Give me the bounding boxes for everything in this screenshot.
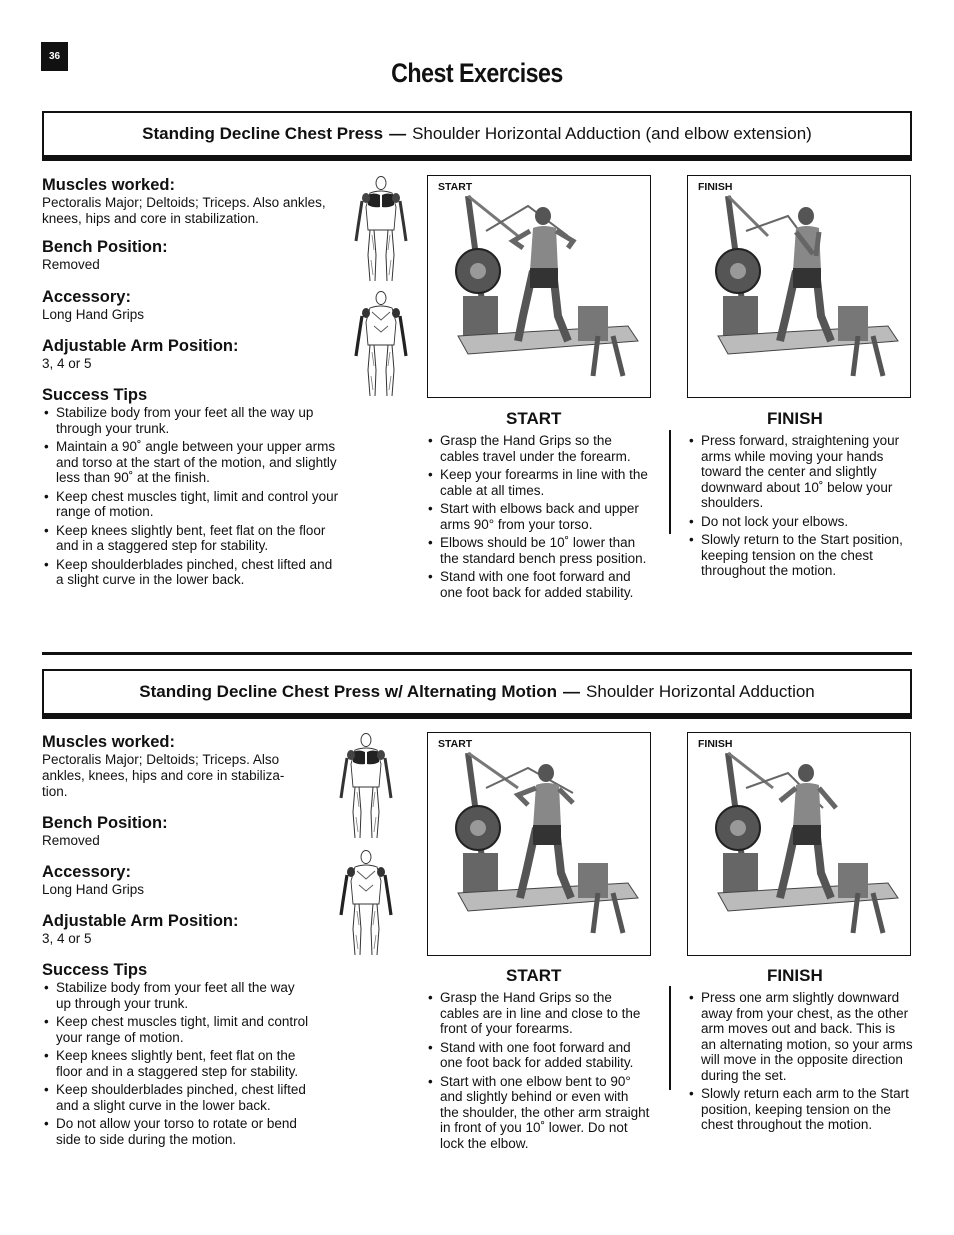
bench-heading: Bench Position: bbox=[42, 814, 168, 832]
banner-dash: — bbox=[389, 124, 407, 143]
exercise-banner-1 bbox=[42, 111, 912, 157]
start-photo-tag: START bbox=[438, 181, 473, 193]
exercise-details-2 bbox=[42, 733, 342, 1150]
anatomy-front-figure bbox=[337, 732, 395, 844]
exercise-title: Standing Decline Chest Press w/ Alternating Motion bbox=[139, 682, 558, 701]
list-item: • Stand with one foot forward and one foot back for added stability. bbox=[426, 1040, 650, 1071]
start-instructions bbox=[426, 433, 654, 603]
list-item: • Start with one elbow bent to 90° and slightly behind or even with the shoulder, the other arm straight in front of you 10˚ lower. Do not lock the elbow. bbox=[426, 1074, 650, 1152]
muscles-text: Pectoralis Major; Deltoids; Triceps. Also ankles, knees, hips and core in stabilization. bbox=[42, 195, 326, 226]
bench-heading: Bench Position: bbox=[42, 238, 168, 256]
exercise-machine-illustration bbox=[688, 176, 911, 398]
list-item: • Keep knees slightly bent, feet flat on the floor and in a staggered step for stability. bbox=[42, 1048, 312, 1079]
list-item: • Do not lock your elbows. bbox=[687, 514, 913, 530]
accessory-heading: Accessory: bbox=[42, 288, 131, 306]
finish-photo-tag: FINISH bbox=[698, 181, 733, 193]
column-divider bbox=[669, 986, 671, 1090]
list-item: • Grasp the Hand Grips so the cables travel under the forearm. bbox=[426, 433, 654, 464]
success-tips-heading: Success Tips bbox=[42, 386, 148, 404]
list-item: • Slowly return each arm to the Start position, keeping tension on the chest throughout the motion. bbox=[687, 1086, 913, 1133]
accessory-text: Long Hand Grips bbox=[42, 307, 145, 322]
exercise-subtitle: Shoulder Horizontal Adduction (and elbow extension) bbox=[412, 124, 812, 143]
exercise-machine-illustration bbox=[688, 733, 911, 956]
anatomy-back-figure bbox=[352, 290, 410, 402]
list-item: • Keep chest muscles tight, limit and control your range of motion. bbox=[42, 489, 342, 520]
success-tips-list bbox=[42, 405, 342, 588]
list-item: • Keep shoulderblades pinched, chest lifted and a slight curve in the lower back. bbox=[42, 557, 342, 588]
list-item: • Keep shoulderblades pinched, chest lifted and a slight curve in the lower back. bbox=[42, 1082, 312, 1113]
bench-text: Removed bbox=[42, 833, 100, 848]
muscles-text: Pectoralis Major; Deltoids; Triceps. Also ankles, knees, hips and core in stabiliza-tion. bbox=[42, 752, 285, 799]
finish-photo bbox=[687, 732, 911, 956]
bench-text: Removed bbox=[42, 257, 100, 272]
accessory-text: Long Hand Grips bbox=[42, 882, 145, 897]
list-item: • Press one arm slightly downward away from your chest, as the other arm moves out and back. This is an alternating motion, so your arms will move in the opposite direction during the set. bbox=[687, 990, 913, 1083]
page-number: 36 bbox=[41, 42, 68, 71]
list-item: • Keep knees slightly bent, feet flat on the floor and in a staggered step for stability. bbox=[42, 523, 342, 554]
accessory-heading: Accessory: bbox=[42, 863, 131, 881]
list-item: • Do not allow your torso to rotate or bend side to side during the motion. bbox=[42, 1116, 312, 1147]
exercise-details-1 bbox=[42, 176, 342, 591]
arm-position-heading: Adjustable Arm Position: bbox=[42, 337, 239, 355]
exercise-title: Standing Decline Chest Press bbox=[142, 124, 384, 143]
list-item: • Start with elbows back and upper arms 90° from your torso. bbox=[426, 501, 654, 532]
finish-photo bbox=[687, 175, 911, 398]
list-item: • Keep your forearms in line with the cable at all times. bbox=[426, 467, 654, 498]
list-item: • Grasp the Hand Grips so the cables are in line and close to the front of your forearms. bbox=[426, 990, 650, 1037]
start-photo bbox=[427, 175, 651, 398]
finish-instructions bbox=[687, 990, 913, 1136]
exercise-machine-illustration bbox=[428, 733, 651, 956]
start-photo-tag: START bbox=[438, 738, 473, 750]
arm-position-text: 3, 4 or 5 bbox=[42, 356, 92, 371]
list-item: • Keep chest muscles tight, limit and control your range of motion. bbox=[42, 1014, 312, 1045]
arm-position-heading: Adjustable Arm Position: bbox=[42, 912, 239, 930]
finish-heading: FINISH bbox=[767, 409, 823, 428]
muscles-heading: Muscles worked: bbox=[42, 733, 175, 751]
list-item: • Maintain a 90˚ angle between your upper arms and torso at the start of the motion, and slightly less than 90˚ at the finish. bbox=[42, 439, 342, 486]
finish-heading: FINISH bbox=[767, 966, 823, 985]
success-tips-heading: Success Tips bbox=[42, 961, 148, 979]
start-instructions bbox=[426, 990, 650, 1154]
exercise-machine-illustration bbox=[428, 176, 651, 398]
start-heading: START bbox=[506, 409, 562, 428]
list-item: • Elbows should be 10˚ lower than the standard bench press position. bbox=[426, 535, 654, 566]
anatomy-front-figure bbox=[352, 175, 410, 287]
list-item: • Slowly return to the Start position, keeping tension on the chest throughout the motion. bbox=[687, 532, 913, 579]
exercise-subtitle: Shoulder Horizontal Adduction bbox=[586, 682, 815, 701]
anatomy-back-figure bbox=[337, 849, 395, 961]
arm-position-text: 3, 4 or 5 bbox=[42, 931, 92, 946]
list-item: • Stabilize body from your feet all the way up through your trunk. bbox=[42, 405, 342, 436]
section-divider bbox=[42, 652, 912, 655]
success-tips-list bbox=[42, 980, 312, 1147]
muscles-heading: Muscles worked: bbox=[42, 176, 175, 194]
start-heading: START bbox=[506, 966, 562, 985]
banner-dash: — bbox=[563, 682, 581, 701]
finish-instructions bbox=[687, 433, 913, 582]
exercise-banner-2 bbox=[42, 669, 912, 715]
list-item: • Stabilize body from your feet all the way up through your trunk. bbox=[42, 980, 312, 1011]
list-item: • Stand with one foot forward and one foot back for added stability. bbox=[426, 569, 654, 600]
list-item: • Press forward, straightening your arms while moving your hands toward the center and slightly downward about 10˚ below your shoulders. bbox=[687, 433, 913, 511]
column-divider bbox=[669, 430, 671, 534]
page-title: Chest Exercises bbox=[391, 58, 563, 88]
finish-photo-tag: FINISH bbox=[698, 738, 733, 750]
start-photo bbox=[427, 732, 651, 956]
